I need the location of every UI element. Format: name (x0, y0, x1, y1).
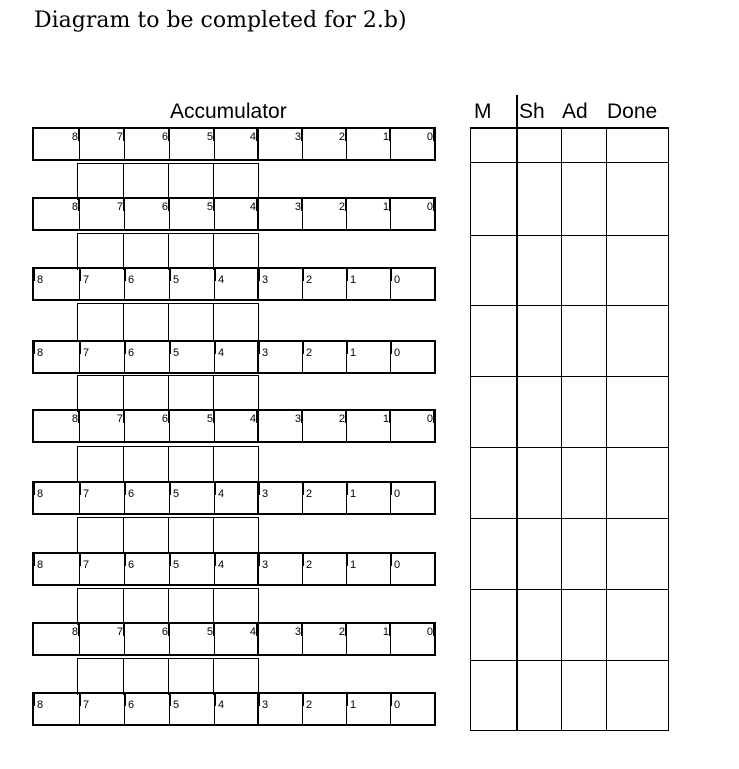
bit-cell (34, 129, 79, 159)
page-title: Diagram to be completed for 2.b) (34, 8, 407, 33)
bit-tick (259, 554, 260, 566)
bit-cell (346, 129, 390, 159)
bit-cell (302, 129, 346, 159)
multiplier-cell-divider (168, 518, 169, 554)
bit-tick (347, 342, 348, 354)
bit-cell (79, 624, 124, 654)
multiplier-cell-divider (168, 589, 169, 625)
control-row-divider (471, 447, 668, 448)
bit-cell (390, 342, 434, 372)
bit-label: 8 (71, 413, 78, 425)
bit-cell (169, 694, 214, 724)
bit-tick (391, 554, 392, 566)
bit-tick (303, 269, 304, 281)
bit-cell (79, 483, 124, 513)
multiplier-cell-divider (213, 234, 214, 270)
bit-tick (391, 342, 392, 354)
bit-label: 7 (116, 201, 123, 213)
accumulator-row (32, 267, 436, 301)
bit-label: 5 (173, 699, 180, 711)
bit-cell (390, 129, 434, 159)
bit-label: 8 (71, 626, 78, 638)
bit-tick (391, 483, 392, 495)
bit-tick (433, 624, 434, 636)
control-row-divider (471, 589, 668, 590)
accumulator-label: Accumulator (170, 100, 287, 123)
bit-label: 0 (426, 201, 433, 213)
control-column-divider (561, 128, 562, 730)
bit-label: 6 (128, 699, 135, 711)
multiplier-cell-divider (213, 518, 214, 554)
bit-label: 0 (394, 699, 401, 711)
bit-cell (302, 554, 346, 584)
bit-cell (214, 483, 257, 513)
bit-label: 3 (294, 201, 301, 213)
multiplier-cell-divider (213, 304, 214, 340)
bit-label: 4 (249, 201, 256, 213)
bit-label: 0 (394, 488, 401, 500)
bit-tick (391, 694, 392, 706)
bit-tick (433, 411, 434, 423)
bit-label: 4 (249, 413, 256, 425)
bit-tick (170, 554, 171, 566)
bit-tick (303, 483, 304, 495)
bit-tick (34, 694, 35, 706)
bit-label: 3 (262, 347, 269, 359)
control-row-divider (471, 518, 668, 519)
bit-label: 7 (83, 347, 90, 359)
bit-cell (257, 624, 302, 654)
bit-cell (214, 129, 257, 159)
multiplier-cell-divider (123, 589, 124, 625)
multiplier-cell-divider (168, 164, 169, 200)
bit-label: 1 (350, 347, 357, 359)
bit-cell (214, 624, 257, 654)
bit-label: 3 (262, 274, 269, 286)
bit-label: 5 (173, 559, 180, 571)
bit-tick (215, 694, 216, 706)
bit-tick (347, 269, 348, 281)
accumulator-row (32, 340, 436, 374)
bit-cell (257, 269, 302, 299)
accumulator-row (32, 127, 436, 161)
bit-tick (215, 342, 216, 354)
bit-tick (347, 483, 348, 495)
bit-cell (302, 624, 346, 654)
bit-label: 5 (206, 131, 213, 143)
bit-cell (390, 411, 434, 441)
bit-label: 2 (338, 626, 345, 638)
multiplier-row (77, 303, 259, 340)
bit-tick (80, 483, 81, 495)
bit-cell (302, 694, 346, 724)
bit-cell (169, 199, 214, 229)
bit-label: 0 (426, 131, 433, 143)
bit-cell (34, 269, 79, 299)
bit-label: 5 (206, 201, 213, 213)
bit-label: 4 (218, 559, 225, 571)
bit-label: 2 (338, 131, 345, 143)
bit-cell (302, 199, 346, 229)
bit-label: 8 (71, 131, 78, 143)
bit-tick (303, 342, 304, 354)
bit-cell (257, 342, 302, 372)
bit-cell (302, 483, 346, 513)
bit-label: 2 (306, 488, 313, 500)
bit-tick (303, 694, 304, 706)
multiplier-cell-divider (213, 659, 214, 695)
bit-cell (124, 269, 169, 299)
bit-cell (169, 624, 214, 654)
bit-tick (259, 483, 260, 495)
control-row-divider (471, 305, 668, 306)
bit-cell (214, 554, 257, 584)
bit-cell (169, 554, 214, 584)
bit-tick (303, 554, 304, 566)
bit-cell (34, 411, 79, 441)
bit-label: 5 (173, 347, 180, 359)
bit-cell (390, 269, 434, 299)
multiplier-cell-divider (213, 376, 214, 412)
control-row-divider (471, 660, 668, 661)
bit-cell (390, 199, 434, 229)
control-row-divider (471, 376, 668, 377)
accumulator-row (32, 622, 436, 656)
bit-cell (346, 269, 390, 299)
bit-cell (79, 411, 124, 441)
bit-cell (124, 483, 169, 513)
bit-cell (214, 694, 257, 724)
bit-cell (169, 342, 214, 372)
bit-tick (170, 483, 171, 495)
bit-cell (124, 129, 169, 159)
bit-cell (169, 483, 214, 513)
accumulator-row (32, 692, 436, 726)
bit-label: 3 (294, 413, 301, 425)
bit-label: 2 (306, 347, 313, 359)
multiplier-cell-divider (168, 234, 169, 270)
multiplier-cell-divider (213, 447, 214, 483)
multiplier-row (77, 517, 259, 554)
bit-cell (390, 694, 434, 724)
control-column-divider (606, 128, 607, 730)
bit-label: 2 (338, 201, 345, 213)
bit-cell (124, 199, 169, 229)
bit-cell (169, 269, 214, 299)
bit-tick (34, 342, 35, 354)
bit-cell (214, 199, 257, 229)
bit-label: 8 (37, 699, 44, 711)
bit-label: 8 (37, 274, 44, 286)
control-signal-table (470, 127, 669, 731)
bit-cell (214, 342, 257, 372)
control-header-ad: Ad (562, 100, 588, 123)
multiplier-cell-divider (168, 659, 169, 695)
bit-label: 0 (394, 559, 401, 571)
bit-cell (169, 129, 214, 159)
bit-label: 6 (128, 559, 135, 571)
bit-cell (302, 342, 346, 372)
bit-label: 7 (83, 274, 90, 286)
control-header-done: Done (607, 100, 658, 123)
bit-tick (215, 269, 216, 281)
bit-tick (347, 694, 348, 706)
bit-tick (34, 554, 35, 566)
bit-label: 3 (294, 626, 301, 638)
bit-tick (433, 129, 434, 141)
bit-cell (214, 411, 257, 441)
bit-label: 8 (37, 488, 44, 500)
bit-tick (125, 694, 126, 706)
bit-label: 0 (394, 347, 401, 359)
bit-cell (214, 269, 257, 299)
multiplier-cell-divider (123, 447, 124, 483)
accumulator-row (32, 197, 436, 231)
bit-label: 1 (382, 626, 389, 638)
bit-cell (346, 554, 390, 584)
bit-cell (169, 411, 214, 441)
bit-cell (302, 411, 346, 441)
bit-label: 1 (382, 413, 389, 425)
bit-tick (215, 483, 216, 495)
bit-tick (259, 342, 260, 354)
bit-tick (34, 483, 35, 495)
bit-label: 1 (382, 201, 389, 213)
bit-cell (34, 199, 79, 229)
bit-cell (346, 199, 390, 229)
bit-label: 2 (338, 413, 345, 425)
bit-label: 7 (116, 626, 123, 638)
bit-cell (346, 694, 390, 724)
bit-tick (347, 554, 348, 566)
bit-cell (390, 554, 434, 584)
bit-tick (125, 342, 126, 354)
bit-cell (34, 483, 79, 513)
bit-cell (346, 411, 390, 441)
bit-label: 4 (218, 488, 225, 500)
accumulator-row (32, 481, 436, 515)
bit-tick (80, 694, 81, 706)
bit-label: 4 (249, 131, 256, 143)
bit-cell (124, 411, 169, 441)
bit-label: 4 (218, 699, 225, 711)
multiplier-row (77, 446, 259, 483)
bit-cell (257, 199, 302, 229)
bit-label: 4 (218, 274, 225, 286)
control-row-divider (471, 162, 668, 163)
accumulator-row (32, 552, 436, 586)
bit-cell (79, 269, 124, 299)
bit-label: 0 (394, 274, 401, 286)
bit-label: 8 (37, 559, 44, 571)
bit-label: 4 (249, 626, 256, 638)
bit-cell (257, 129, 302, 159)
bit-cell (79, 342, 124, 372)
multiplier-row (77, 588, 259, 625)
bit-label: 5 (206, 413, 213, 425)
bit-label: 2 (306, 699, 313, 711)
bit-label: 4 (218, 347, 225, 359)
bit-label: 7 (116, 413, 123, 425)
bit-cell (257, 694, 302, 724)
bit-tick (80, 554, 81, 566)
bit-cell (34, 554, 79, 584)
bit-cell (257, 554, 302, 584)
bit-tick (80, 269, 81, 281)
bit-label: 1 (350, 559, 357, 571)
bit-cell (34, 694, 79, 724)
bit-cell (79, 694, 124, 724)
bit-label: 6 (161, 131, 168, 143)
bit-label: 3 (294, 131, 301, 143)
bit-label: 7 (83, 699, 90, 711)
control-header-sh: Sh (519, 100, 545, 123)
bit-label: 6 (161, 626, 168, 638)
multiplier-row (77, 233, 259, 270)
bit-label: 1 (382, 131, 389, 143)
multiplier-cell-divider (123, 304, 124, 340)
control-table-top-border (470, 127, 669, 129)
multiplier-cell-divider (123, 518, 124, 554)
bit-label: 5 (206, 626, 213, 638)
bit-cell (34, 624, 79, 654)
bit-cell (124, 342, 169, 372)
bit-tick (259, 694, 260, 706)
multiplier-cell-divider (213, 589, 214, 625)
multiplier-cell-divider (123, 659, 124, 695)
bit-label: 3 (262, 559, 269, 571)
bit-cell (390, 624, 434, 654)
bit-tick (125, 554, 126, 566)
multiplier-cell-divider (168, 304, 169, 340)
multiplier-row (77, 163, 259, 200)
bit-tick (80, 342, 81, 354)
bit-label: 8 (37, 347, 44, 359)
bit-cell (124, 624, 169, 654)
bit-label: 7 (83, 488, 90, 500)
multiplier-row (77, 658, 259, 695)
multiplier-cell-divider (123, 376, 124, 412)
bit-cell (79, 199, 124, 229)
bit-tick (170, 269, 171, 281)
bit-tick (259, 269, 260, 281)
bit-cell (346, 483, 390, 513)
control-m-divider (516, 95, 518, 731)
control-header-m: M (474, 100, 492, 123)
bit-cell (79, 129, 124, 159)
bit-label: 7 (116, 131, 123, 143)
bit-tick (34, 269, 35, 281)
bit-cell (124, 554, 169, 584)
bit-label: 6 (128, 347, 135, 359)
bit-label: 3 (262, 488, 269, 500)
bit-label: 5 (173, 488, 180, 500)
bit-label: 5 (173, 274, 180, 286)
bit-label: 7 (83, 559, 90, 571)
bit-tick (433, 199, 434, 211)
bit-tick (125, 269, 126, 281)
bit-label: 6 (161, 201, 168, 213)
bit-label: 6 (128, 488, 135, 500)
bit-tick (170, 342, 171, 354)
multiplier-cell-divider (168, 447, 169, 483)
control-row-divider (471, 235, 668, 236)
bit-label: 2 (306, 274, 313, 286)
bit-cell (257, 483, 302, 513)
bit-tick (391, 269, 392, 281)
bit-label: 6 (128, 274, 135, 286)
accumulator-row (32, 409, 436, 443)
bit-label: 8 (71, 201, 78, 213)
bit-tick (215, 554, 216, 566)
bit-label: 3 (262, 699, 269, 711)
bit-label: 1 (350, 274, 357, 286)
bit-cell (346, 624, 390, 654)
bit-cell (302, 269, 346, 299)
multiplier-cell-divider (123, 234, 124, 270)
bit-label: 2 (306, 559, 313, 571)
multiplier-row (77, 375, 259, 412)
bit-label: 6 (161, 413, 168, 425)
bit-label: 0 (426, 413, 433, 425)
bit-label: 1 (350, 488, 357, 500)
bit-tick (170, 694, 171, 706)
bit-cell (390, 483, 434, 513)
multiplier-cell-divider (168, 376, 169, 412)
bit-cell (257, 411, 302, 441)
bit-label: 0 (426, 626, 433, 638)
multiplier-cell-divider (123, 164, 124, 200)
multiplier-cell-divider (213, 164, 214, 200)
bit-cell (346, 342, 390, 372)
bit-cell (34, 342, 79, 372)
bit-cell (124, 694, 169, 724)
bit-cell (79, 554, 124, 584)
bit-label: 1 (350, 699, 357, 711)
bit-tick (125, 483, 126, 495)
